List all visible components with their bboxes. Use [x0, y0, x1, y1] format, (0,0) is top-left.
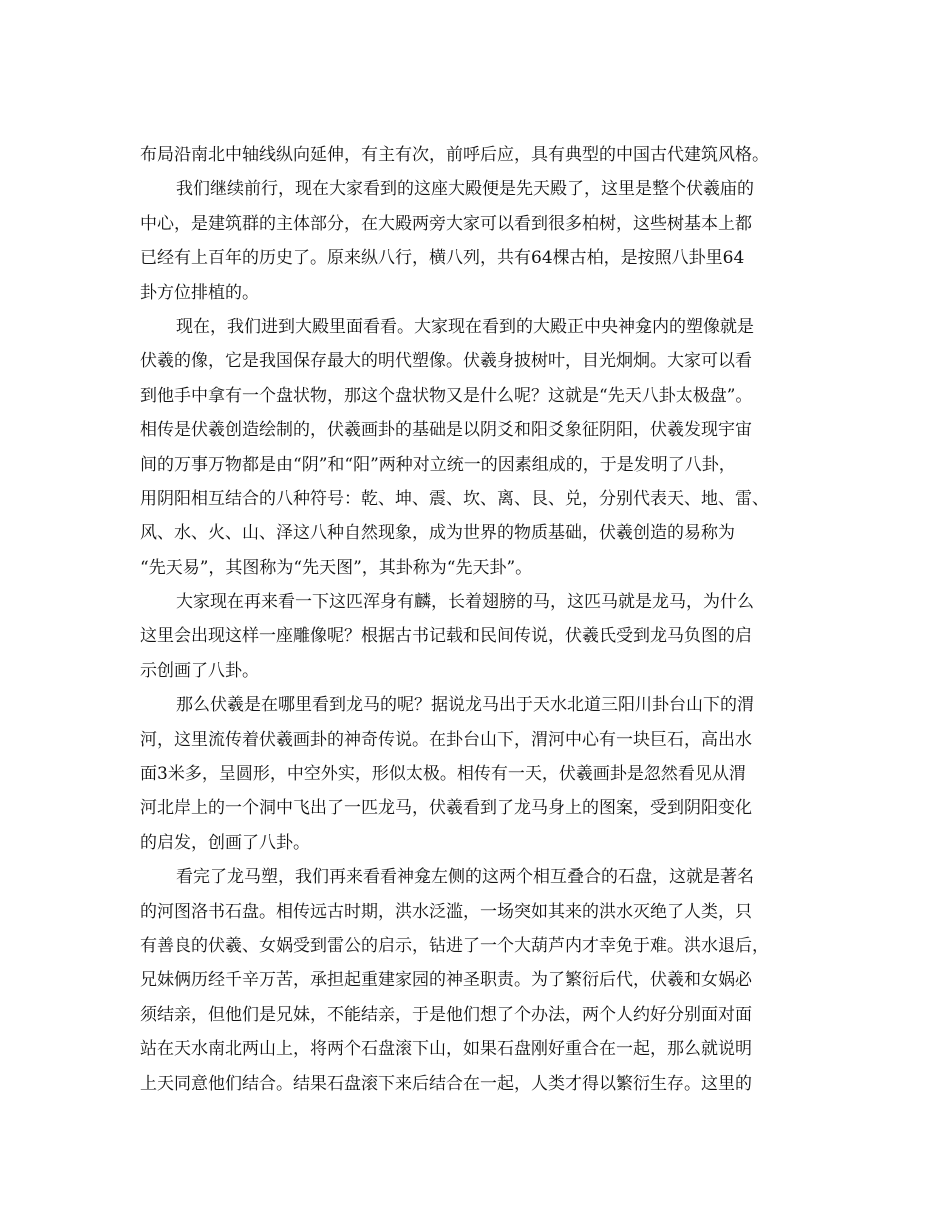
text-line: 上天同意他们结合。结果石盘滚下来后结合在一起，人类才得以繁衍生存。这里的 — [140, 1073, 752, 1094]
paragraph — [140, 172, 810, 310]
paragraph — [140, 138, 810, 172]
paragraph — [140, 310, 810, 585]
text-line: 伏羲的像，它是我国保存最大的明代塑像。伏羲身披树叶，目光炯炯。大家可以看 — [140, 351, 752, 372]
text-line: 面3米多，呈圆形，中空外实，形似太极。相传有一天，伏羲画卦是忽然看见从渭 — [140, 764, 746, 785]
text-line: 已经有上百年的历史了。原来纵八行，横八列，共有64棵古柏，是按照八卦里64 — [140, 248, 745, 269]
text-line: 中心，是建筑群的主体部分，在大殿两旁大家可以看到很多柏树，这些树基本上都 — [140, 213, 752, 234]
paragraph — [140, 860, 810, 1101]
text-line: 大家现在再来看一下这匹浑身有麟，长着翅膀的马，这匹马就是龙马，为什么 — [176, 592, 754, 613]
text-line: 有善良的伏羲、女娲受到雷公的启示，钻进了一个大葫芦内才幸免于难。洪水退后， — [140, 935, 769, 956]
text-line: 间的万事万物都是由“阴”和“阳”两种对立统一的因素组成的，于是发明了八卦， — [140, 454, 736, 475]
text-line: “先天易”，其图称为“先天图”，其卦称为“先天卦”。 — [140, 557, 533, 578]
document-body — [140, 138, 810, 1101]
text-line: 那么伏羲是在哪里看到龙马的呢？据说龙马出于天水北道三阳川卦台山下的渭 — [176, 695, 754, 716]
paragraph — [140, 585, 810, 688]
text-line: 看完了龙马塑，我们再来看看神龛左侧的这两个相互叠合的石盘，这就是著名 — [176, 867, 754, 888]
text-line: 卦方位排植的。 — [140, 282, 259, 303]
text-line: 布局沿南北中轴线纵向延伸，有主有次，前呼后应，具有典型的中国古代建筑风格。 — [140, 145, 769, 165]
text-line: 的河图洛书石盘。相传远古时期，洪水泛滥，一场突如其来的洪水灭绝了人类，只 — [140, 901, 752, 922]
text-line: 这里会出现这样一座雕像呢？根据古书记载和民间传说，伏羲氏受到龙马负图的启 — [140, 626, 752, 647]
text-line: 河，这里流传着伏羲画卦的神奇传说。在卦台山下，渭河中心有一块巨石，高出水 — [140, 729, 752, 750]
text-line: 到他手中拿有一个盘状物，那这个盘状物又是什么呢？这就是“先天八卦太极盘”。 — [140, 385, 753, 406]
text-line: 站在天水南北两山上，将两个石盘滚下山，如果石盘刚好重合在一起，那么就说明 — [140, 1039, 752, 1060]
text-line: 相传是伏羲创造绘制的，伏羲画卦的基础是以阴爻和阳爻象征阴阳，伏羲发现宇宙 — [140, 420, 752, 441]
text-line: 我们继续前行，现在大家看到的这座大殿便是先天殿了，这里是整个伏羲庙的 — [176, 179, 754, 200]
text-line: 须结亲，但他们是兄妹，不能结亲，于是他们想了个办法，两个人约好分别面对面 — [140, 1004, 752, 1025]
text-line: 河北岸上的一个洞中飞出了一匹龙马，伏羲看到了龙马身上的图案，受到阴阳变化 — [140, 798, 752, 819]
text-line: 的启发，创画了八卦。 — [140, 832, 310, 853]
paragraph — [140, 688, 810, 860]
text-line: 示创画了八卦。 — [140, 660, 259, 681]
text-line: 现在，我们进到大殿里面看看。大家现在看到的大殿正中央神龛内的塑像就是 — [176, 316, 754, 337]
text-line: 用阴阳相互结合的八种符号：乾、坤、震、坎、离、艮、兑，分别代表天、地、雷、 — [140, 488, 769, 509]
text-line: 兄妹俩历经千辛万苦，承担起重建家园的神圣职责。为了繁衍后代，伏羲和女娲必 — [140, 970, 752, 991]
text-line: 风、水、火、山、泽这八种自然现象，成为世界的物质基础，伏羲创造的易称为 — [140, 523, 735, 544]
